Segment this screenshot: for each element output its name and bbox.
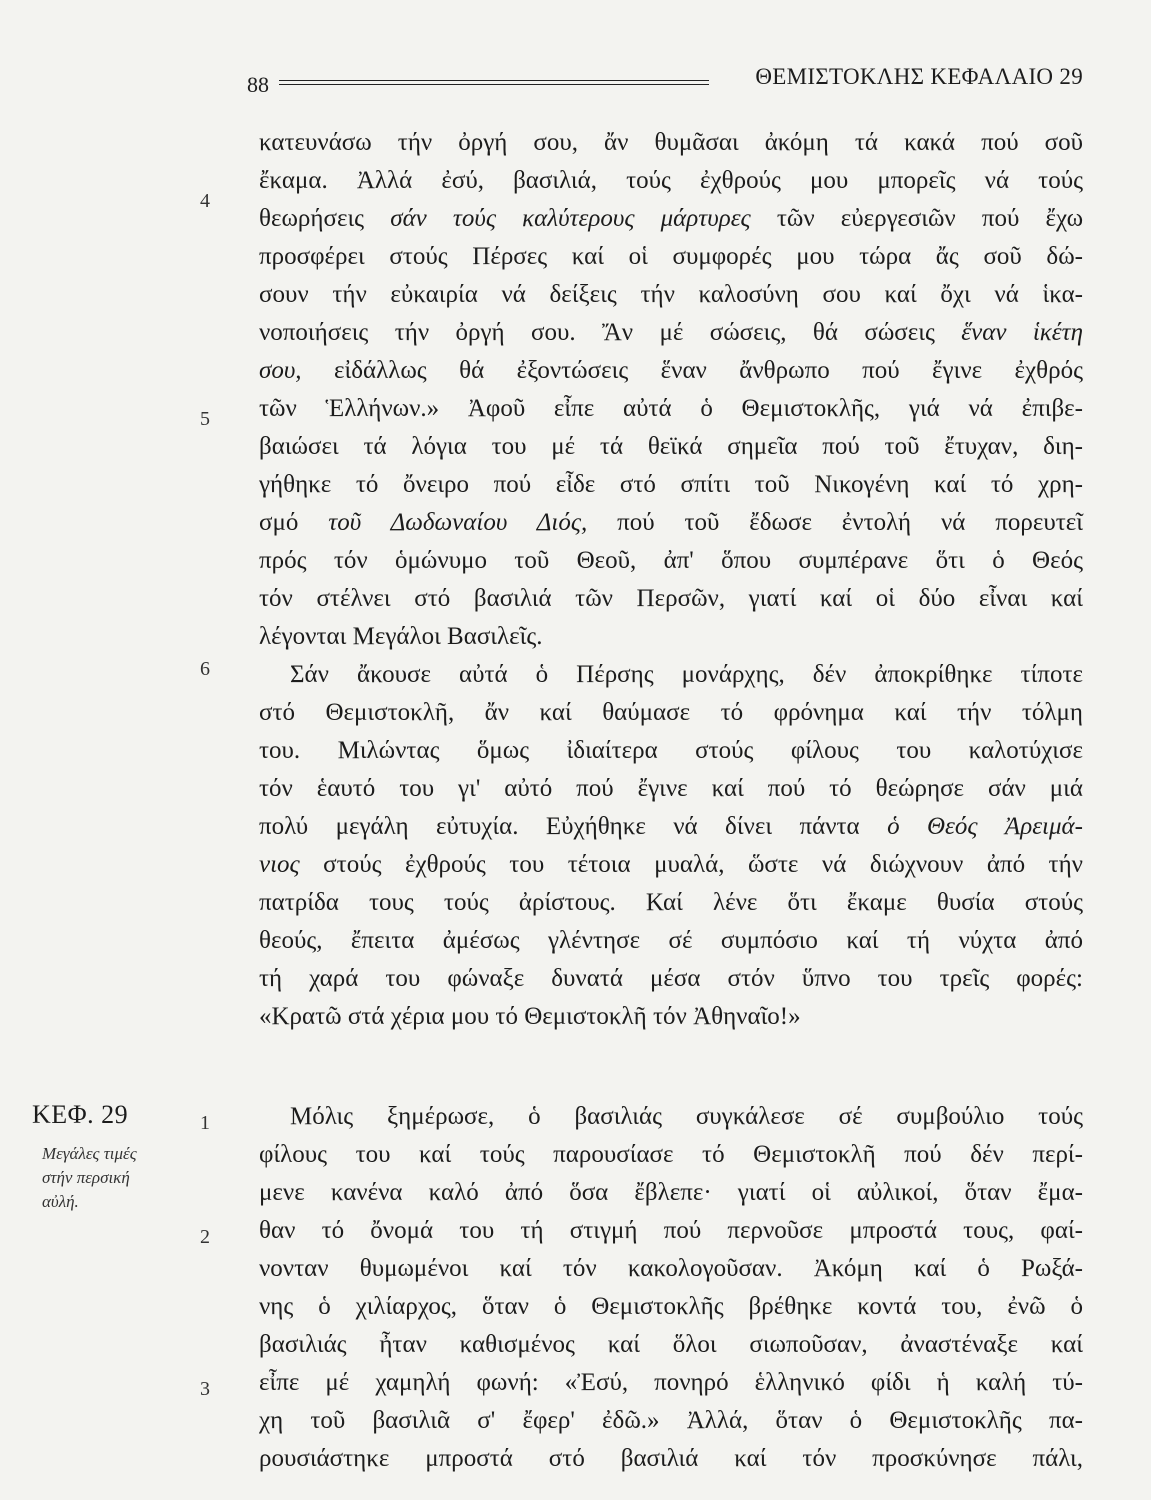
- italic-run: σου,: [259, 357, 302, 384]
- text-run: στούς ἐχθρούς του τέτοια μυαλά, ὥστε νά διώχνουν ἀπό τήν: [299, 851, 1083, 878]
- running-title: ΘΕΜΙΣΤΟΚΛΗΣ ΚΕΦΑΛΑΙΟ 29: [755, 64, 1083, 89]
- text-line: πατρίδα τους τούς ἀρίστους. Καί λένε ὅτι ἔκαμε θυσία στούς: [259, 889, 1083, 916]
- text-line: του. Μιλώντας ὅμως ἰδιαίτερα στούς φίλους του καλοτύχισε: [259, 737, 1083, 764]
- text-line: νονταν θυμωμένοι καί τόν κακολογοῦσαν. Ἀκόμη καί ὁ Ρωξά-: [259, 1255, 1083, 1282]
- text-line: χη τοῦ βασιλιᾶ σ' ἔφερ' ἐδῶ.» Ἀλλά, ὅταν ὁ Θεμιστοκλῆς πα-: [259, 1407, 1083, 1434]
- running-header: [247, 62, 1083, 97]
- text-line: σουν τήν εὐκαιρία νά δείξεις τήν καλοσύνη σου καί ὄχι νά ἱκα-: [259, 281, 1083, 308]
- text-line: ρουσιάστηκε μπροστά στό βασιλιά καί τόν προσκύνησε πάλι,: [259, 1445, 1083, 1472]
- text-run: νοποιήσεις τήν ὀργή σου. Ἄν μέ σώσεις, θά σώσεις: [259, 319, 962, 346]
- text-run: σμό: [259, 509, 329, 536]
- text-line: στό Θεμιστοκλῆ, ἄν καί θαύμασε τό φρόνημα καί τήν τόλμη: [259, 699, 1083, 726]
- caption-line: αὐλή.: [42, 1192, 79, 1211]
- italic-run: ὁ Θεός Ἀρειμά-: [887, 813, 1083, 840]
- text-line: τή χαρά του φώναξε δυνατά μέσα στόν ὕπνο του τρεῖς φορές:: [259, 965, 1083, 992]
- text-line: [259, 506, 1083, 540]
- text-line: νης ὁ χιλίαρχος, ὅταν ὁ Θεμιστοκλῆς βρέθηκε κοντά του, ἐνῶ ὁ: [259, 1293, 1083, 1320]
- chapter-caption: [42, 1142, 192, 1214]
- text-line: [259, 316, 1083, 350]
- text-line: [259, 202, 1083, 236]
- text-line: ἔκαμα. Ἀλλά ἐσύ, βασιλιά, τούς ἐχθρούς μου μπορεῖς νά τούς: [259, 167, 1083, 194]
- text-line: βασιλιάς ἦταν καθισμένος καί ὅλοι σιωποῦσαν, ἀναστέναξε καί: [259, 1331, 1083, 1358]
- text-line: «Κρατῶ στά χέρια μου τό Θεμιστοκλῆ τόν Ἀθηναῖο!»: [259, 1003, 801, 1030]
- text-line: λέγονται Μεγάλοι Βασιλεῖς.: [259, 623, 543, 650]
- margin-number: 2: [200, 1226, 210, 1248]
- text-line: θαν τό ὄνομά του τή στιγμή πού περνοῦσε μπροστά τους, φαί-: [259, 1217, 1083, 1244]
- text-line: Σάν ἄκουσε αὐτά ὁ Πέρσης μονάρχης, δέν ἀποκρίθηκε τίποτε: [290, 661, 1083, 688]
- text-run: πολύ μεγάλη εὐτυχία. Εὐχήθηκε νά δίνει πάντα: [259, 813, 888, 840]
- text-line: πρός τόν ὁμώνυμο τοῦ Θεοῦ, ἀπ' ὅπου συμπέρανε ὅτι ὁ Θεός: [259, 547, 1083, 574]
- header-rule: [279, 80, 709, 85]
- text-run: θεωρήσεις: [259, 205, 391, 232]
- text-line: Μόλις ξημέρωσε, ὁ βασιλιάς συγκάλεσε σέ συμβούλιο τούς: [290, 1103, 1083, 1130]
- margin-number: 4: [200, 190, 210, 212]
- italic-run: σάν τούς καλύτερους μάρτυρες: [390, 205, 751, 232]
- italic-run: νιος: [259, 851, 300, 878]
- text-line: [259, 354, 1083, 388]
- text-line: θεούς, ἔπειτα ἀμέσως γλέντησε σέ συμπόσιο καί τή νύχτα ἀπό: [259, 927, 1083, 954]
- text-line: προσφέρει στούς Πέρσες καί οἱ συμφορές μου τώρα ἄς σοῦ δώ-: [259, 243, 1083, 270]
- margin-number: 5: [200, 408, 210, 430]
- text-line: [259, 848, 1083, 882]
- text-line: κατευνάσω τήν ὀργή σου, ἄν θυμᾶσαι ἀκόμη τά κακά πού σοῦ: [259, 129, 1083, 156]
- italic-run: τοῦ Δωδωναίου Διός,: [328, 509, 588, 536]
- page-number: 88: [247, 72, 269, 97]
- text-line: μενε κανένα καλό ἀπό ὅσα ἔβλεπε· γιατί οἱ αὐλικοί, ὅταν ἔμα-: [259, 1179, 1083, 1206]
- caption-line: στήν περσική: [42, 1168, 130, 1187]
- text-run: πού τοῦ ἔδωσε ἐντολή νά πορευτεῖ: [587, 509, 1083, 536]
- caption-line: Μεγάλες τιμές: [42, 1144, 137, 1163]
- margin-number: 3: [200, 1378, 210, 1400]
- margin-number: 1: [200, 1112, 210, 1134]
- text-line: φίλους του καί τούς παρουσίασε τό Θεμιστοκλῆ πού δέν περί-: [259, 1141, 1083, 1168]
- italic-run: ἕναν ἱκέτη: [961, 319, 1083, 346]
- text-line: τῶν Ἑλλήνων.» Ἀφοῦ εἶπε αὐτά ὁ Θεμιστοκλῆς, γιά νά ἐπιβε-: [259, 395, 1083, 422]
- text-line: γήθηκε τό ὄνειρο πού εἶδε στό σπίτι τοῦ Νικογένη καί τό χρη-: [259, 471, 1083, 498]
- text-run: εἰδάλλως θά ἐξοντώσεις ἕναν ἄνθρωπο πού ἔγινε ἐχθρός: [301, 357, 1083, 384]
- margin-number: 6: [200, 658, 210, 680]
- text-line: βαιώσει τά λόγια του μέ τά θεϊκά σημεῖα πού τοῦ ἔτυχαν, διη-: [259, 433, 1083, 460]
- text-line: εἶπε μέ χαμηλή φωνή: «Ἐσύ, πονηρό ἑλληνικό φίδι ἡ καλή τύ-: [259, 1369, 1083, 1396]
- text-line: [259, 810, 1083, 844]
- text-line: τόν ἑαυτό του γι' αὐτό πού ἔγινε καί πού τό θεώρησε σάν μιά: [259, 775, 1083, 802]
- text-run: τῶν εὐεργεσιῶν πού ἔχω: [750, 205, 1084, 232]
- chapter-heading: ΚΕΦ. 29: [32, 1100, 129, 1129]
- text-line: τόν στέλνει στό βασιλιά τῶν Περσῶν, γιατί καί οἱ δύο εἶναι καί: [259, 585, 1083, 612]
